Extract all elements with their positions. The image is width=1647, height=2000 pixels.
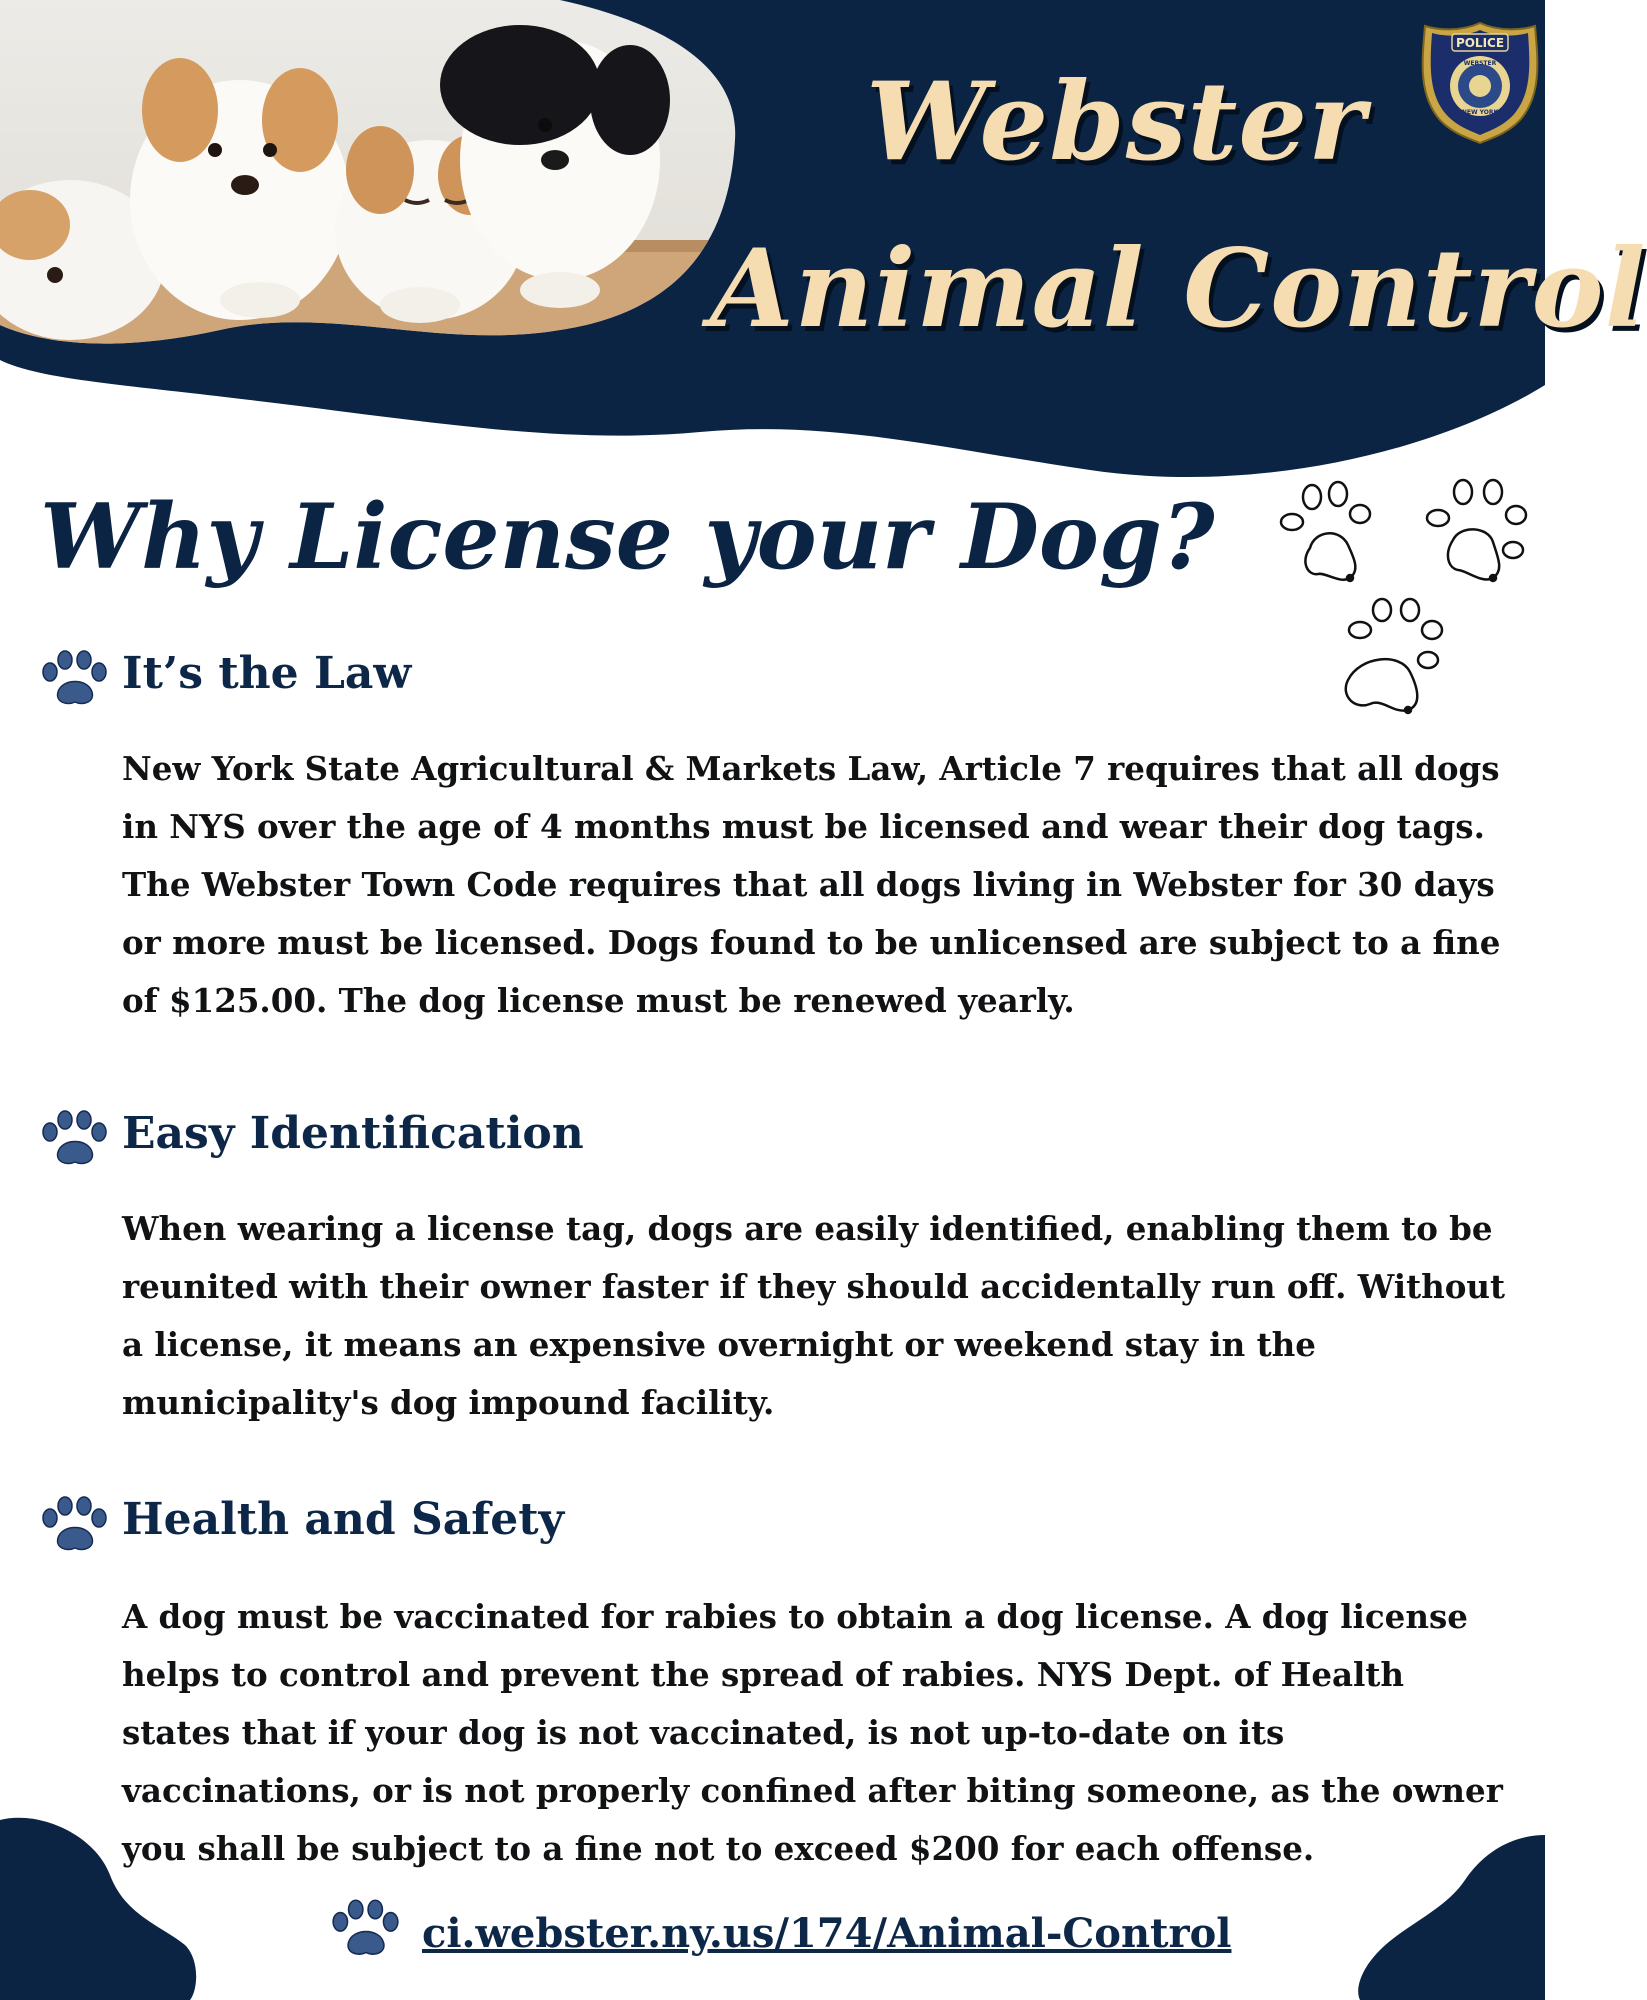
paw-icon <box>38 1110 112 1168</box>
section-body-identification: When wearing a license tag, dogs are easily identified, enabling them to be reunited with their owner faster if they should accidentally run off. Without a license, it means an expensive overnight or weekend stay in the municipality's dog impound facility. <box>122 1209 1506 1422</box>
paw-icon <box>328 1898 404 1960</box>
paw-icon <box>38 1496 112 1554</box>
section-heading-identification: Easy Identification <box>122 1108 584 1159</box>
badge-police-text: POLICE <box>1455 36 1505 50</box>
animal-control-website-link[interactable]: ci.webster.ny.us/174/Animal-Control <box>422 1910 1232 1957</box>
paw-icon <box>38 650 112 708</box>
section-body-law: New York State Agricultural & Markets Law, Article 7 requires that all dogs in NYS over the age of 4 months must be licensed and wear their dog tags. The Webster Town Code requires that all dogs living in Webster for 30 days or more must be licensed. Dogs found to be unlicensed are subject to a fine of $125.00. The dog license must be renewed yearly. <box>122 749 1501 1020</box>
police-badge-logo <box>1420 20 1540 145</box>
section-heading-health: Health and Safety <box>122 1494 565 1545</box>
paw-prints-decoration-icon <box>1270 470 1540 720</box>
corner-blob-left <box>0 1815 200 2000</box>
puppies-photo <box>0 0 760 400</box>
section-body-health: A dog must be vaccinated for rabies to obtain a dog license. A dog license helps to control and prevent the spread of rabies. NYS Dept. of Health states that if your dog is not vaccinated, is not up-to-date on its vaccinations, or is not properly confined after biting someone, as the owner you shall be subject to a fine not to exceed $200 for each offense. <box>122 1597 1503 1868</box>
section-heading-law: It’s the Law <box>122 648 412 699</box>
badge-newyork-text: NEW YORK <box>1461 109 1499 116</box>
corner-blob-right <box>1345 1835 1545 2000</box>
title-line-animal-control: Animal Control <box>710 226 1647 352</box>
page-subtitle: Why License your Dog? <box>40 484 1215 590</box>
title-line-webster: Webster <box>866 59 1367 185</box>
badge-webster-text: WEBSTER <box>1463 60 1497 67</box>
